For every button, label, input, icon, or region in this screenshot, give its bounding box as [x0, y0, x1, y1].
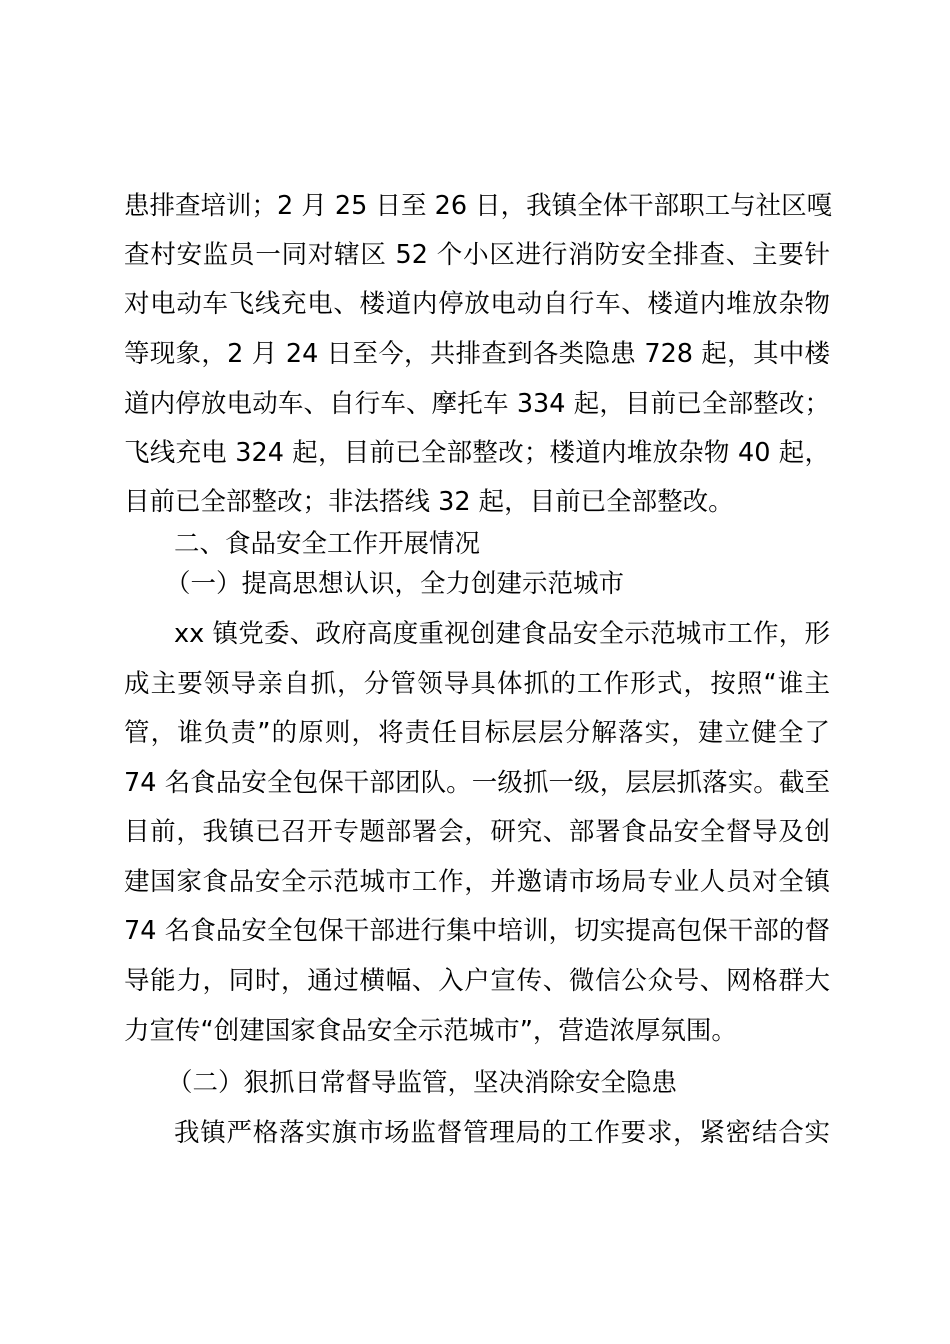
paragraph-line: 目前已全部整改；非法搭线 32 起，目前已全部整改。 [124, 487, 734, 517]
paragraph-line: 等现象，2 月 24 日至今，共排查到各类隐患 728 起，其中楼 [124, 339, 830, 369]
paragraph-line: 目前，我镇已召开专题部署会，研究、部署食品安全督导及创 [124, 817, 830, 847]
paragraph-line: 飞线充电 324 起，目前已全部整改；楼道内堆放杂物 40 起， [124, 438, 830, 468]
paragraph-line: 对电动车飞线充电、楼道内停放电动自行车、楼道内堆放杂物 [124, 289, 830, 319]
paragraph-line: 成主要领导亲自抓，分管领导具体抓的工作形式，按照“谁主 [124, 669, 830, 699]
subsection-heading: （二）狠抓日常督导监管，坚决消除安全隐患 [167, 1068, 678, 1098]
paragraph-line: 建国家食品安全示范城市工作，并邀请市场局专业人员对全镇 [124, 867, 830, 897]
paragraph-line: 管，谁负责”的原则，将责任目标层层分解落实，建立健全了 [124, 718, 830, 748]
paragraph-line: xx 镇党委、政府高度重视创建食品安全示范城市工作，形 [174, 619, 830, 649]
paragraph-line: 我镇严格落实旗市场监督管理局的工作要求，紧密结合实 [174, 1118, 830, 1148]
paragraph-line: 力宣传“创建国家食品安全示范城市”，营造浓厚氛围。 [124, 1016, 737, 1046]
section-heading: 二、食品安全工作开展情况 [174, 529, 481, 559]
paragraph-line: 74 名食品安全包保干部进行集中培训，切实提高包保干部的督 [124, 916, 830, 946]
paragraph-line: 导能力，同时，通过横幅、入户宣传、微信公众号、网格群大 [124, 966, 830, 996]
paragraph-line: 查村安监员一同对辖区 52 个小区进行消防安全排查、主要针 [124, 240, 830, 270]
subsection-heading: （一）提高思想认识，全力创建示范城市 [165, 569, 625, 599]
paragraph-line: 道内停放电动车、自行车、摩托车 334 起，目前已全部整改； [124, 389, 830, 419]
paragraph-line: 74 名食品安全包保干部团队。一级抓一级，层层抓落实。截至 [124, 768, 830, 798]
paragraph-line: 患排查培训；2 月 25 日至 26 日，我镇全体干部职工与社区嘎 [124, 191, 833, 221]
